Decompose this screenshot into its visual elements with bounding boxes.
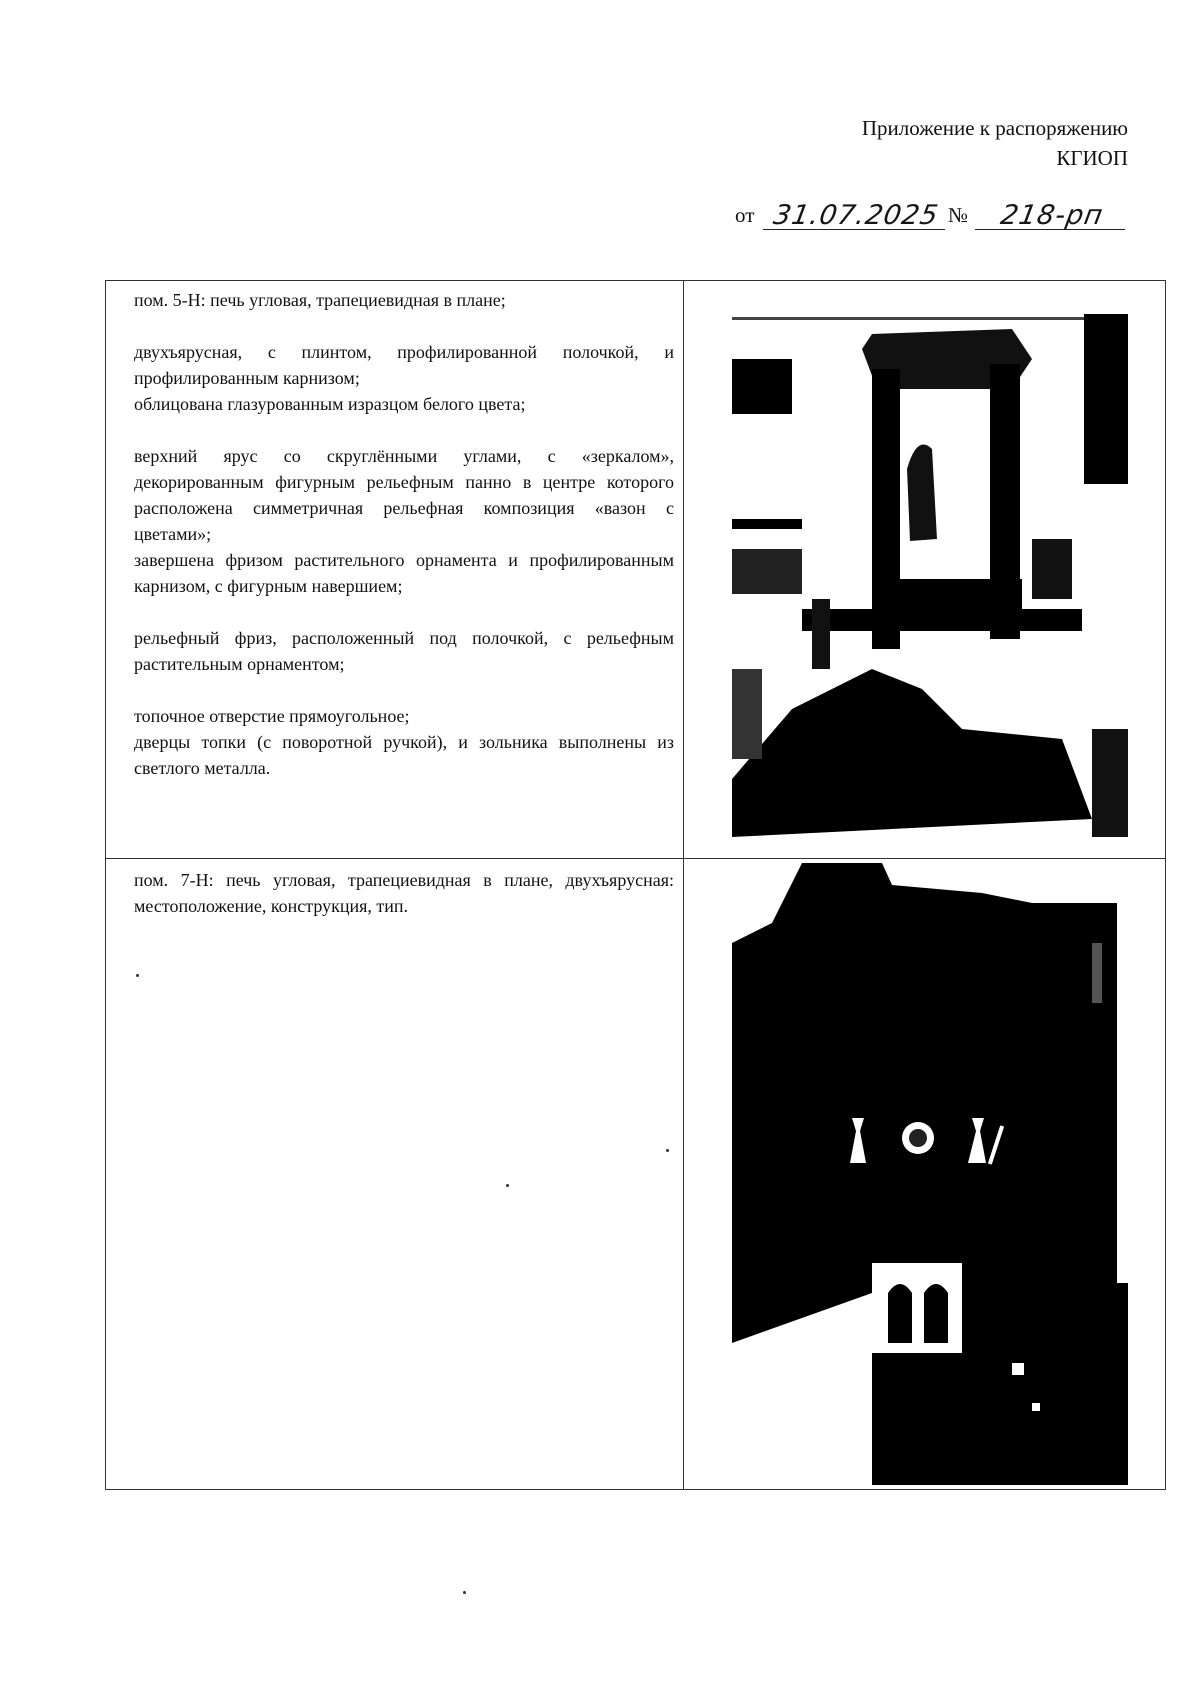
description-table	[105, 280, 1166, 1490]
number-label: №	[948, 203, 969, 227]
table-row	[106, 281, 1165, 859]
document-header	[862, 113, 1128, 173]
row-description	[134, 867, 674, 919]
paragraph: пом. 5-Н: печь угловая, трапециевидная в плане;	[134, 290, 506, 310]
paragraph: двухъярусная, с плинтом, профилированной полочкой, и профилированным карнизом;	[134, 342, 674, 388]
handwritten-number: 218-рп	[998, 200, 1106, 231]
scan-speck	[136, 974, 139, 977]
row-description	[134, 287, 674, 781]
order-reference	[735, 196, 1130, 236]
table-row	[106, 859, 1165, 1489]
header-line-1: Приложение к распоряжению	[861, 116, 1128, 140]
scan-speck	[463, 1591, 466, 1594]
paragraph: дверцы топки (с поворотной ручкой), и зольника выполнены из светлого металла.	[134, 732, 674, 778]
header-line-2: КГИОП	[1056, 146, 1128, 170]
paragraph: верхний ярус со скруглёнными углами, с «зеркалом», декорированным фигурным рельефным панно в центре которого расположена симметричная рельефная композиция «вазон с цветами»;	[134, 446, 674, 544]
scan-speck	[666, 1149, 669, 1152]
handwritten-date: 31.07.2025	[770, 200, 942, 231]
paragraph: пом. 7-Н: печь угловая, трапециевидная в плане, двухъярусная: местоположение, конструкция, тип.	[134, 870, 674, 916]
paragraph: облицована глазурованным изразцом белого цвета;	[134, 394, 526, 414]
paragraph: завершена фризом растительного орнамента и профилированным карнизом, с фигурным навершием;	[134, 550, 674, 596]
paragraph: рельефный фриз, расположенный под полочкой, с рельефным растительным орнаментом;	[134, 628, 674, 674]
stove-photo-room-7n	[732, 863, 1128, 1485]
scan-speck	[506, 1184, 509, 1187]
paragraph: топочное отверстие прямоугольное;	[134, 706, 410, 726]
stove-photo-room-5n	[732, 309, 1128, 837]
from-label: от	[735, 203, 755, 227]
